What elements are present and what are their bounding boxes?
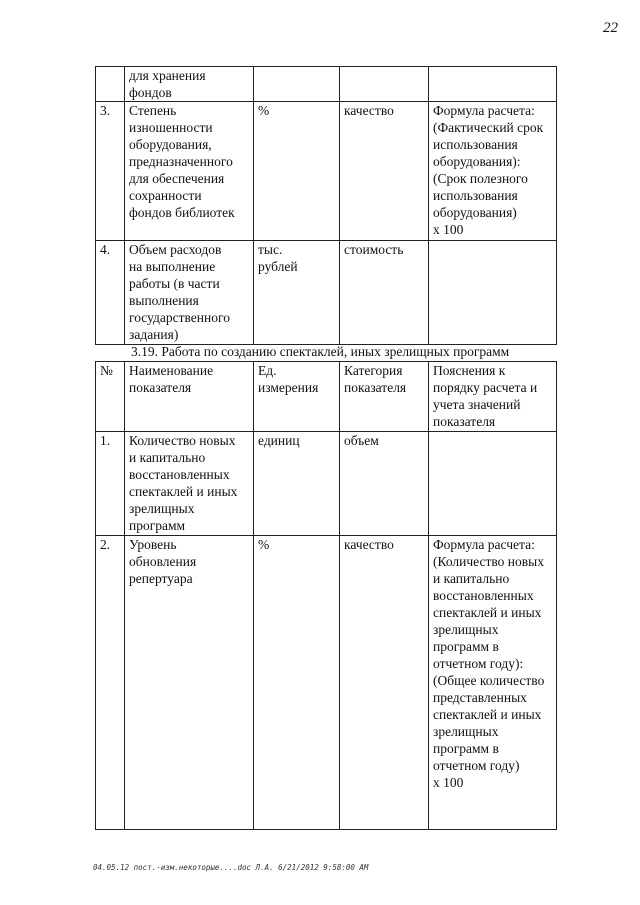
notes-cell: Формула расчета: (Количество новых и капитально восстановленных спектаклей и иных зрелищных программ в отчетном году): (Общее количество представленных спектаклей и иных зрелищных программ в отчетном году) х 100 bbox=[429, 536, 557, 830]
header-notes: Пояснения к порядку расчета и учета значений показателя bbox=[429, 362, 557, 432]
category-cell: качество bbox=[340, 102, 429, 241]
category-cell: объем bbox=[340, 432, 429, 536]
unit-cell: тыс. рублей bbox=[254, 241, 340, 345]
notes-cell bbox=[429, 67, 557, 102]
table-row bbox=[96, 241, 557, 345]
unit-cell: единиц bbox=[254, 432, 340, 536]
table-row bbox=[96, 432, 557, 536]
row-number-cell: 1. bbox=[96, 432, 125, 536]
indicators-table bbox=[95, 361, 557, 830]
page-number: 22 bbox=[603, 20, 618, 36]
row-number-cell: 2. bbox=[96, 536, 125, 830]
unit-cell: % bbox=[254, 102, 340, 241]
row-number-cell: 4. bbox=[96, 241, 125, 345]
category-cell bbox=[340, 67, 429, 102]
table-header-row bbox=[96, 362, 557, 432]
document-footer: 04.05.12 пост.-изм.некоторые....doc Л.А. 6/21/2012 9:58:00 AM bbox=[93, 863, 369, 872]
category-cell: качество bbox=[340, 536, 429, 830]
unit-cell: % bbox=[254, 536, 340, 830]
notes-cell bbox=[429, 241, 557, 345]
indicator-name-cell: Количество новых и капитально восстановленных спектаклей и иных зрелищных программ bbox=[125, 432, 254, 536]
notes-cell bbox=[429, 432, 557, 536]
header-number: № bbox=[96, 362, 125, 432]
notes-cell: Формула расчета: (Фактический срок использования оборудования): (Срок полезного использования оборудования) х 100 bbox=[429, 102, 557, 241]
indicator-name-cell: Уровень обновления репертуара bbox=[125, 536, 254, 830]
indicator-name-cell: для хранения фондов bbox=[125, 67, 254, 102]
category-cell: стоимость bbox=[340, 241, 429, 345]
row-number-cell: 3. bbox=[96, 102, 125, 241]
section-title: 3.19. Работа по созданию спектаклей, иных зрелищных программ bbox=[131, 344, 510, 359]
indicator-name-cell: Объем расходов на выполнение работы (в части выполнения государственного задания) bbox=[125, 241, 254, 345]
header-category: Категория показателя bbox=[340, 362, 429, 432]
unit-cell bbox=[254, 67, 340, 102]
table-row bbox=[96, 536, 557, 830]
header-unit: Ед. измерения bbox=[254, 362, 340, 432]
table-row bbox=[96, 102, 557, 241]
row-number-cell bbox=[96, 67, 125, 102]
indicators-table-continued bbox=[95, 66, 557, 345]
table-row bbox=[96, 67, 557, 102]
indicator-name-cell: Степень изношенности оборудования, предназначенного для обеспечения сохранности фондов библиотек bbox=[125, 102, 254, 241]
header-indicator-name: Наименование показателя bbox=[125, 362, 254, 432]
